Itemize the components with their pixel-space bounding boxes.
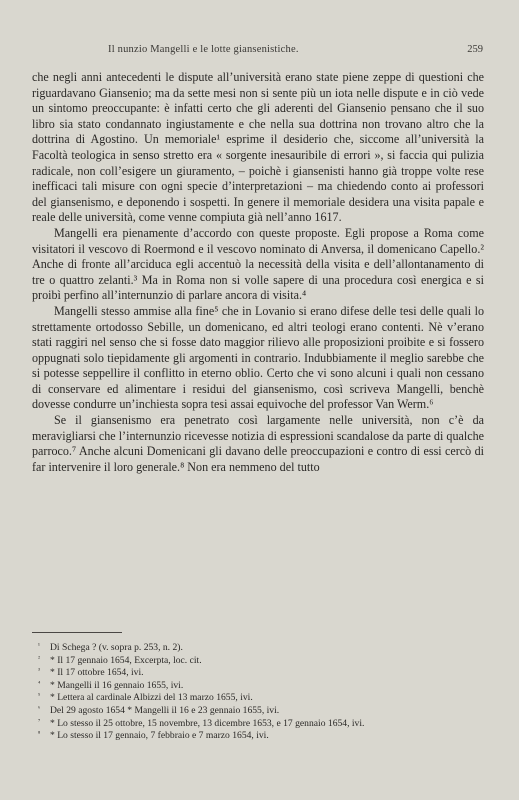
main-text (32, 70, 484, 475)
footnote (32, 642, 484, 655)
footnote-number: ⁵ (38, 692, 41, 700)
paragraph: Se il giansenismo era penetrato così largamente nelle università, non c’è da meravigliarsi che l’internunzio ricevesse notizia di espressioni scandalose da parte di qualche parroco.⁷ Anche alcuni Domenicani gli davano delle preoccupazioni e contro di essi cercò di far intervenire il loro generale.⁸ Non era nemmeno del tutto (32, 413, 484, 474)
footnote (32, 692, 484, 705)
footnote (32, 667, 484, 680)
page-number: 259 (467, 44, 483, 55)
footnote (32, 655, 484, 668)
footnote-text: * Lo stesso il 25 ottobre, 15 novembre, 13 dicembre 1653, e 17 gennaio 1654, ivi. (50, 717, 365, 729)
footnote-divider (32, 632, 122, 633)
footnote-text: Del 29 agosto 1654 * Mangelli il 16 e 23 gennaio 1655, ivi. (50, 704, 280, 716)
footnote-number: ⁸ (38, 730, 41, 738)
footnote (32, 680, 484, 693)
paragraph: Mangelli stesso ammise alla fine⁵ che in Lovanio si erano difese delle tesi delle quali lo strettamente ortodosso Sebille, un domenicano, ed altri teologi erano contenti. Nè v’erano stati raggiri nel senso che si fosse dato maggior rilievo alle proposizioni proibite e si fossero oppugnati solo tiepidamente gli argomenti in contrario. Indubbiamente il meglio sarebbe che si potesse seppellire il conflitto in eterno oblio. Certo che vi sono alcuni i quali non cessano di conservare ed alimentare i residui del giansenismo, così scriveva Mangelli, benchè dovesse condurre un’inchiesta sopra tesi assai equivoche del professor Van Werm.⁶ (32, 303, 484, 412)
running-title: Il nunzio Mangelli e le lotte giansenistiche. (108, 44, 299, 55)
footnote-text: * Il 17 ottobre 1654, ivi. (50, 667, 144, 679)
footnote-text: * Mangelli il 16 gennaio 1655, ivi. (50, 679, 184, 691)
footnote-number: ² (38, 654, 40, 662)
footnote-number: ¹ (38, 642, 40, 649)
footnote-number: ⁷ (38, 717, 41, 725)
footnote-number: ⁴ (38, 679, 41, 687)
paragraph: Mangelli era pienamente d’accordo con queste proposte. Egli propose a Roma come visitatori il vescovo di Roermond e il vescovo nominato di Anversa, il domenicano Capello.² Anche di fronte all’arciduca egli accentuò la necessità della visita e dell’allontanamento di tre o quattro zelanti.³ Ma in Roma non si volle sapere di una procedura così energica e si proibì perfino all’internunzio di parlare ancora di visita.⁴ (32, 225, 484, 303)
footnote (32, 718, 484, 731)
footnote-text: * Il 17 gennaio 1654, Excerpta, loc. cit. (50, 654, 202, 666)
footnote (32, 730, 484, 743)
footnote-text: Di Schega ? (v. sopra p. 253, n. 2). (50, 642, 183, 653)
footnote-number: ³ (38, 667, 40, 675)
footnote-text: * Lo stesso il 17 gennaio, 7 febbraio e 7 marzo 1654, ivi. (50, 730, 269, 742)
paragraph: che negli anni antecedenti le dispute all’università erano state piene zeppe di questioni che riguardavano Giansenio; ma da sette mesi non si sente più un iota nelle dispute e in ciò vede un sintomo preoccupante: è infatti certo che gli aderenti del Giansenio pensano che il suo libro sia stato condannato ingiustamente e che nella sua dottrina non trovano altro che la dottrina di Agostino. Un memoriale¹ esprime il desiderio che, siccome all’università la Facoltà teologica in senso stretto era « sorgente inesauribile di errori », si faccia qui pulizia radicale, non coll’esigere un giuramento, – poichè i giansenisti hanno già troppe volte rese inefficaci tali misure con ogni specie d’interpretazioni – ma chiedendo conto ai professori del giansenismo, e deponendo i sospetti. In genere il memoriale desidera una visita papale e reale delle università, come venne compiuta già nell’anno 1617. (32, 70, 484, 225)
footnote (32, 705, 484, 718)
footnote-number: ⁶ (38, 704, 41, 712)
footnotes (32, 642, 484, 743)
footnote-text: * Lettera al cardinale Albizzi del 13 marzo 1655, ivi. (50, 692, 253, 704)
